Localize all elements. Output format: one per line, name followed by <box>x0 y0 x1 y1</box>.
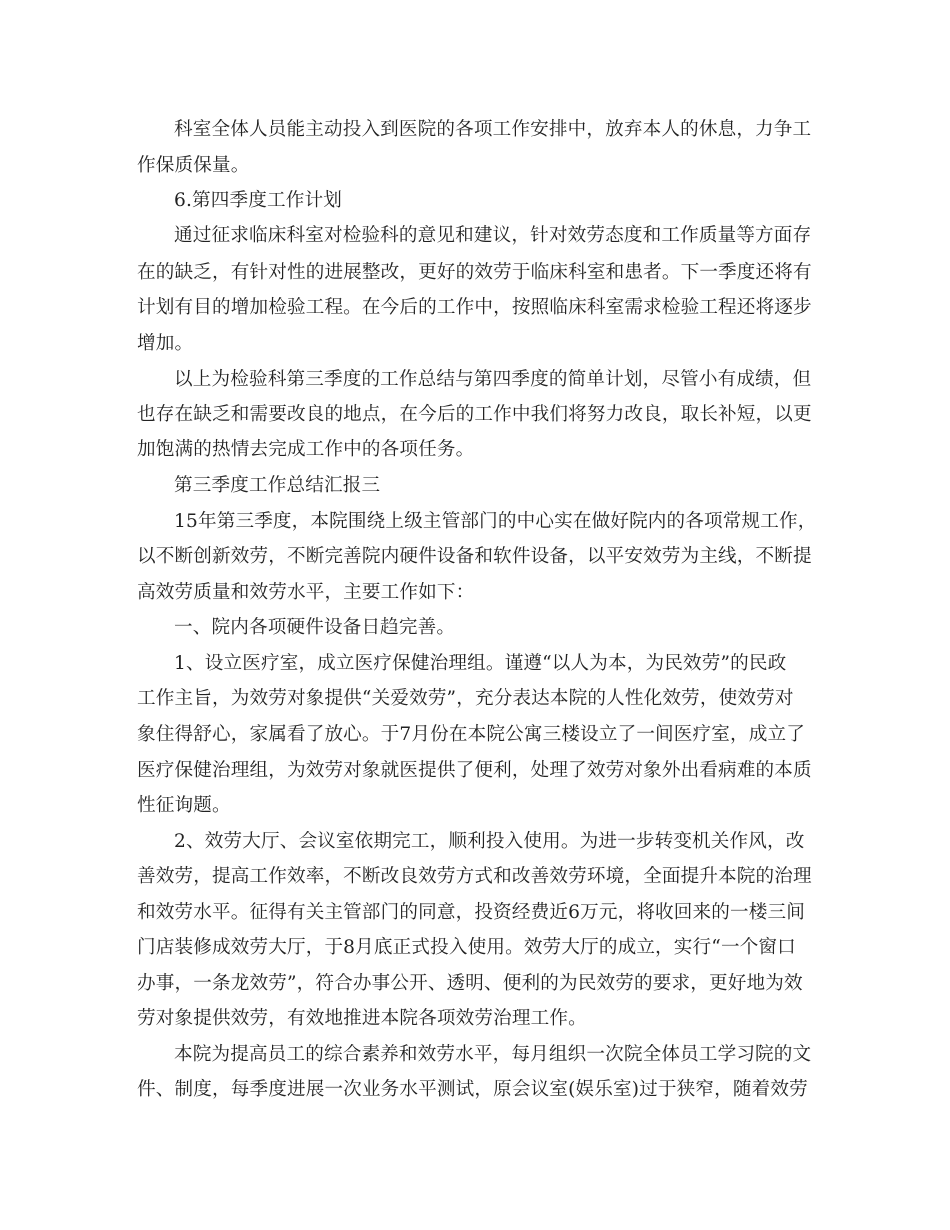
text-line: 1、设立医疗室，成立医疗保健治理组。谨遵“以人为本，为民效劳”的民政 <box>174 653 787 674</box>
text-line: 在的缺乏，有针对性的进展整改，更好的效劳于临床科室和患者。下一季度还将有 <box>137 262 812 283</box>
text-line: 高效劳质量和效劳水平，主要工作如下： <box>137 582 475 603</box>
text-line: 性征询题。 <box>137 795 231 816</box>
text-line: 象住得舒心，家属看了放心。于7月份在本院公寓三楼设立了一间医疗室，成立了 <box>137 724 806 745</box>
text-line: 医疗保健治理组，为效劳对象就医提供了便利，处理了效劳对象外出看病难的本质 <box>137 760 812 781</box>
text-line: 和效劳水平。征得有关主管部门的同意，投资经费近6万元，将收回来的一楼三间 <box>137 902 806 923</box>
text-line: 科室全体人员能主动投入到医院的各项工作安排中，放弃本人的休息，力争工 <box>174 119 812 140</box>
text-line: 加饱满的热情去完成工作中的各项任务。 <box>137 439 475 460</box>
text-line: 15年第三季度，本院围绕上级主管部门的中心实在做好院内的各项常规工作， <box>174 511 817 532</box>
text-line: 办事，一条龙效劳”，符合办事公开、透明、便利的为民效劳的要求，更好地为效 <box>137 973 803 994</box>
text-line: 工作主旨，为效劳对象提供“关爱效劳”，充分表达本院的人性化效劳，使效劳对 <box>137 688 794 709</box>
text-line: 作保质保量。 <box>137 155 250 176</box>
text-line: 一、院内各项硬件设备日趋完善。 <box>174 617 456 638</box>
text-line: 劳对象提供效劳，有效地推进本院各项效劳治理工作。 <box>137 1008 587 1029</box>
text-line: 也存在缺乏和需要改良的地点，在今后的工作中我们将努力改良，取长补短，以更 <box>137 404 812 425</box>
text-line: 件、制度，每季度进展一次业务水平测试，原会议室(娱乐室)过于狭窄，随着效劳 <box>137 1079 808 1100</box>
text-line: 计划有目的增加检验工程。在今后的工作中，按照临床科室需求检验工程还将逐步 <box>137 297 812 318</box>
text-line: 以不断创新效劳，不断完善院内硬件设备和软件设备，以平安效劳为主线，不断提 <box>137 546 812 567</box>
section-heading: 第三季度工作总结汇报三 <box>174 475 381 496</box>
text-line: 本院为提高员工的综合素养和效劳水平，每月组织一次院全体员工学习院的文 <box>174 1044 812 1065</box>
text-line: 通过征求临床科室对检验科的意见和建议，针对效劳态度和工作质量等方面存 <box>174 225 812 246</box>
text-line: 增加。 <box>137 333 194 354</box>
text-line: 2、效劳大厅、会议室依期完工，顺利投入使用。为进一步转变机关作风，改 <box>174 831 805 852</box>
text-line: 门店装修成效劳大厅，于8月底正式投入使用。效劳大厅的成立，实行“一个窗口 <box>137 937 796 958</box>
text-line: 以上为检验科第三季度的工作总结与第四季度的简单计划，尽管小有成绩，但 <box>174 369 812 390</box>
section-heading: 6.第四季度工作计划 <box>174 190 342 211</box>
text-line: 善效劳，提高工作效率，不断改良效劳方式和改善效劳环境，全面提升本院的治理 <box>137 866 812 887</box>
